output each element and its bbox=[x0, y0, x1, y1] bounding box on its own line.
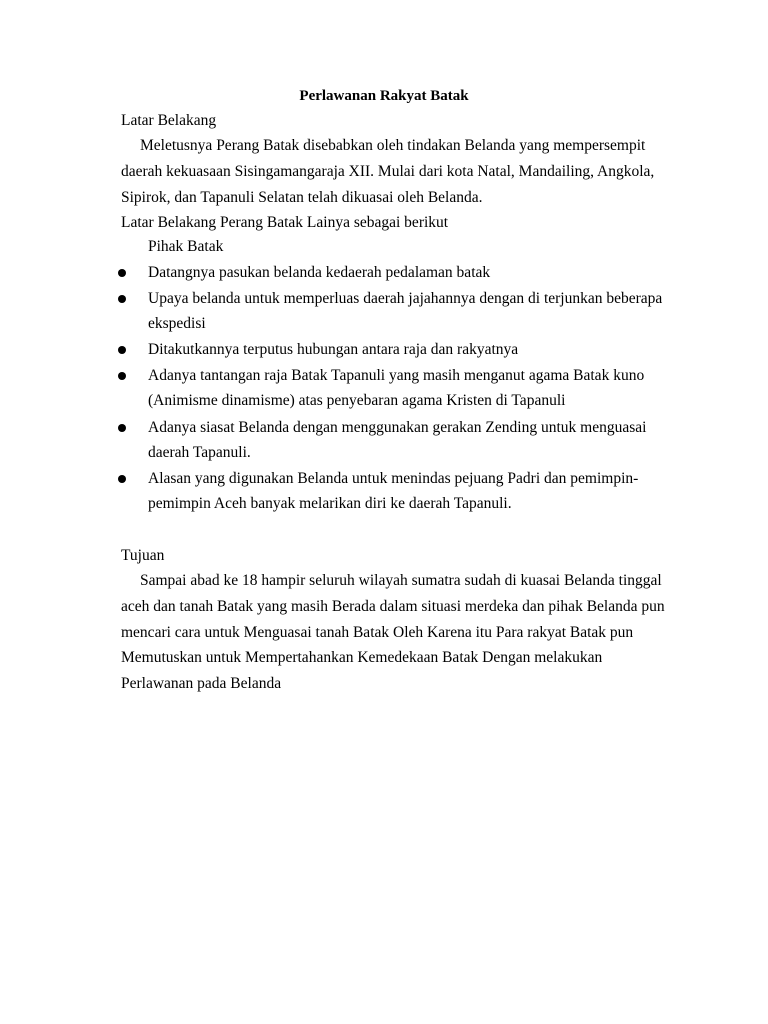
paragraph-line: Sampai abad ke 18 hampir seluruh wilayah sumatra sudah di kuasai Belanda tinggal bbox=[140, 572, 662, 589]
paragraph-line: Sipirok, dan Tapanuli Selatan telah dikuasai oleh Belanda. bbox=[121, 189, 483, 206]
subheading-batak-side: Pihak Batak bbox=[148, 238, 224, 255]
section-heading-background: Latar Belakang bbox=[121, 112, 217, 129]
bullet-text: Datangnya pasukan belanda kedaerah pedalaman batak bbox=[148, 264, 491, 281]
paragraph-line: Memutuskan untuk Mempertahankan Kemedekaan Batak Dengan melakukan bbox=[121, 649, 603, 666]
document-title: Perlawanan Rakyat Batak bbox=[299, 88, 469, 104]
section-heading-other-background: Latar Belakang Perang Batak Lainya sebagai berikut bbox=[121, 214, 449, 231]
bullet-text: Alasan yang digunakan Belanda untuk menindas pejuang Padri dan pemimpin- bbox=[148, 470, 639, 487]
section-heading-purpose: Tujuan bbox=[121, 547, 165, 564]
bullet-text: Adanya siasat Belanda dengan menggunakan gerakan Zending untuk menguasai bbox=[148, 419, 647, 436]
bullet-text-continuation: daerah Tapanuli. bbox=[148, 444, 251, 461]
bullet-text: Adanya tantangan raja Batak Tapanuli yang masih menganut agama Batak kuno bbox=[148, 367, 645, 384]
paragraph-line: daerah kekuasaan Sisingamangaraja XII. Mulai dari kota Natal, Mandailing, Angkola, bbox=[121, 163, 655, 180]
bullet-dot bbox=[118, 424, 126, 432]
bullet-text-continuation: pemimpin Aceh banyak melarikan diri ke daerah Tapanuli. bbox=[148, 495, 512, 512]
paragraph-line: aceh dan tanah Batak yang masih Berada dalam situasi merdeka dan pihak Belanda pun bbox=[121, 598, 665, 615]
bullet-dot bbox=[118, 372, 126, 380]
bullet-text: Ditakutkannya terputus hubungan antara raja dan rakyatnya bbox=[148, 341, 519, 358]
bullet-text: Upaya belanda untuk memperluas daerah jajahannya dengan di terjunkan beberapa bbox=[148, 290, 663, 307]
bullet-dot bbox=[118, 475, 126, 483]
bullet-text-continuation: (Animisme dinamisme) atas penyebaran agama Kristen di Tapanuli bbox=[148, 392, 566, 409]
paragraph-line: Perlawanan pada Belanda bbox=[121, 675, 282, 692]
paragraph-line: Meletusnya Perang Batak disebabkan oleh tindakan Belanda yang mempersempit bbox=[140, 137, 646, 154]
bullet-text-continuation: ekspedisi bbox=[148, 315, 206, 332]
bullet-dot bbox=[118, 346, 126, 354]
bullet-dot bbox=[118, 269, 126, 277]
paragraph-line: mencari cara untuk Menguasai tanah Batak Oleh Karena itu Para rakyat Batak pun bbox=[121, 624, 634, 641]
bullet-dot bbox=[118, 295, 126, 303]
